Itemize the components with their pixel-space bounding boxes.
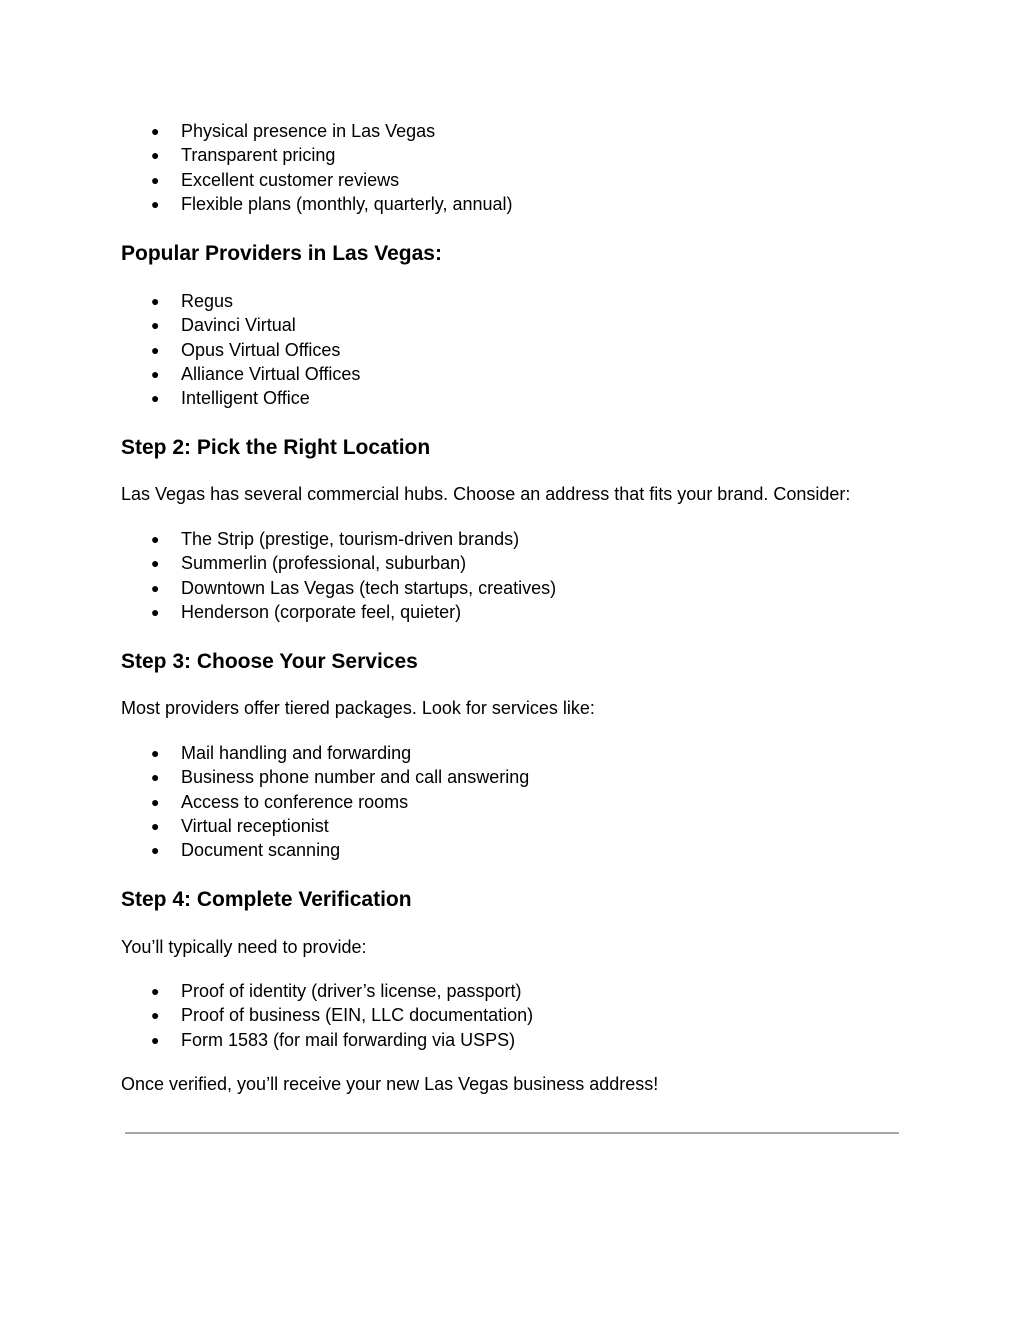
list-item: ● Access to conference rooms (121, 790, 529, 814)
step4-heading: Step 4: Complete Verification (121, 888, 412, 911)
list-item: ● Regus (121, 289, 360, 313)
list-item: ● Proof of identity (driver’s license, passport) (121, 979, 533, 1003)
bullet-icon: ● (151, 793, 160, 810)
list-item: ● Form 1583 (for mail forwarding via USPS) (121, 1028, 533, 1052)
horizontal-divider (125, 1132, 899, 1134)
list-item: ● Henderson (corporate feel, quieter) (121, 600, 556, 624)
bullet-icon: ● (151, 842, 160, 859)
bullet-icon: ● (151, 293, 160, 309)
benefits-list (121, 119, 513, 216)
bullet-icon: ● (151, 147, 160, 164)
step2-intro: Las Vegas has several commercial hubs. Choose an address that fits your brand. Consider: (121, 484, 851, 504)
bullet-icon: ● (151, 817, 160, 834)
list-item: ● Transparent pricing (121, 143, 513, 167)
list-item: ● Proof of business (EIN, LLC documentation) (121, 1003, 533, 1027)
locations-list (121, 527, 556, 624)
bullet-icon: ● (151, 769, 160, 786)
bullet-icon: ● (151, 123, 160, 139)
bullet-icon: ● (151, 317, 160, 334)
list-item: ● Virtual receptionist (121, 814, 529, 838)
list-item: ● Intelligent Office (121, 386, 360, 410)
step2-heading: Step 2: Pick the Right Location (121, 436, 431, 459)
bullet-icon: ● (151, 1031, 160, 1048)
list-item: ● Excellent customer reviews (121, 168, 513, 192)
list-item: ● Summerlin (professional, suburban) (121, 551, 556, 575)
step4-intro: You’ll typically need to provide: (121, 937, 367, 957)
bullet-icon: ● (151, 983, 160, 999)
list-item: ● Mail handling and forwarding (121, 741, 529, 765)
services-list (121, 741, 529, 862)
step3-heading: Step 3: Choose Your Services (121, 650, 418, 673)
providers-list (121, 289, 360, 410)
bullet-icon: ● (151, 171, 160, 188)
bullet-icon: ● (151, 1007, 160, 1024)
list-item: ● Document scanning (121, 838, 529, 862)
bullet-icon: ● (151, 603, 160, 620)
bullet-icon: ● (151, 341, 160, 358)
verification-list (121, 979, 533, 1052)
bullet-icon: ● (151, 579, 160, 596)
list-item: ● Business phone number and call answering (121, 765, 529, 789)
bullet-icon: ● (151, 531, 160, 547)
bullet-icon: ● (151, 365, 160, 382)
bullet-icon: ● (151, 390, 160, 407)
closing-paragraph: Once verified, you’ll receive your new Las Vegas business address! (121, 1074, 659, 1094)
providers-heading: Popular Providers in Las Vegas: (121, 242, 442, 265)
step3-intro: Most providers offer tiered packages. Look for services like: (121, 698, 595, 718)
list-item: ● The Strip (prestige, tourism-driven brands) (121, 527, 556, 551)
list-item: ● Alliance Virtual Offices (121, 362, 360, 386)
bullet-icon: ● (151, 555, 160, 572)
list-item: ● Davinci Virtual (121, 313, 360, 337)
list-item: ● Flexible plans (monthly, quarterly, annual) (121, 192, 513, 216)
bullet-icon: ● (151, 195, 160, 212)
list-item: ● Downtown Las Vegas (tech startups, creatives) (121, 576, 556, 600)
list-item: ● Opus Virtual Offices (121, 338, 360, 362)
list-item: ● Physical presence in Las Vegas (121, 119, 513, 143)
bullet-icon: ● (151, 745, 160, 761)
